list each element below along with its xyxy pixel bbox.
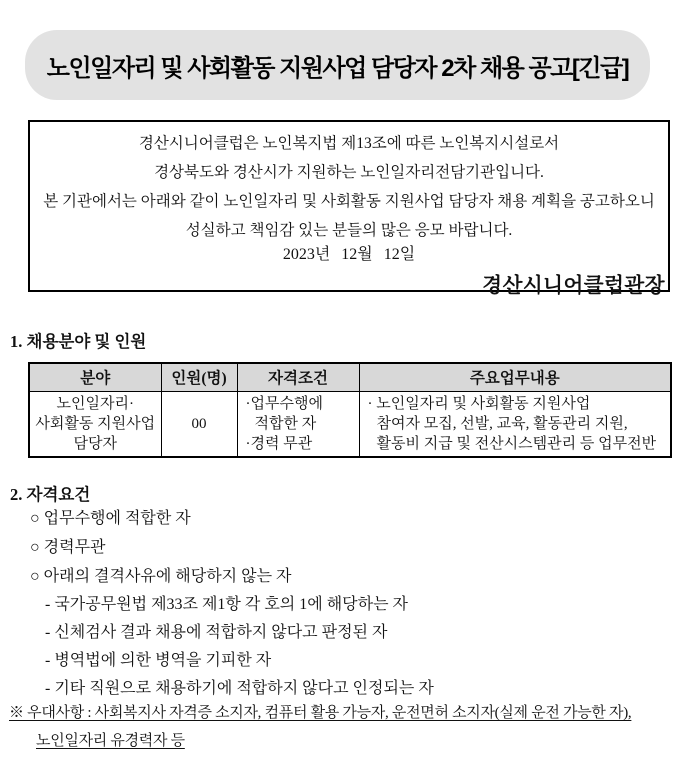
- section1-heading: 1. 채용분야 및 인원: [10, 332, 147, 351]
- disqualification-item: - 신체검사 결과 채용에 적합하지 않다고 판정된 자: [45, 624, 388, 641]
- intro-line: 성실하고 책임감 있는 분들의 많은 응모 바랍니다.: [185, 222, 513, 239]
- qualification-item: ○ 경력무관: [30, 539, 106, 556]
- table-row: [29, 391, 671, 457]
- preferential-note-line1: ※ 우대사항 : 사회복지사 자격증 소지자, 컴퓨터 활용 가능자, 운전면허 소지자(실제 운전 가능한 자),: [9, 705, 632, 721]
- table-header-row: [29, 363, 671, 391]
- preferential-note-line2: 노인일자리 유경력자 등: [36, 733, 185, 749]
- intro-line: 경상북도와 경산시가 지원하는 노인일자리전담기관입니다.: [154, 164, 544, 181]
- announcement-date: 2023년 12월 12일: [282, 246, 416, 263]
- intro-box: [28, 120, 670, 297]
- signer-title: 경산시니어클럽관장: [482, 275, 665, 297]
- cell-duties: · 노인일자리 및 사회활동 지원사업 참여자 모집, 선발, 교육, 활동관리 지원, 활동비 지급 및 전산시스템관리 등 업무전반: [359, 391, 671, 457]
- cell-count: 00: [161, 391, 237, 457]
- column-header-count: 인원(명): [161, 363, 237, 391]
- disqualification-item: - 기타 직원으로 채용하기에 적합하지 않다고 인정되는 자: [45, 680, 434, 697]
- cell-qualification: ·업무수행에 적합한 자 ·경력 무관: [237, 391, 359, 457]
- intro-line: 경산시니어클럽은 노인복지법 제13조에 따른 노인복지시설로서: [138, 135, 560, 152]
- column-header-duties: 주요업무내용: [359, 363, 671, 391]
- qualification-item: ○ 아래의 결격사유에 해당하지 않는 자: [30, 568, 292, 585]
- disqualification-item: - 병역법에 의한 병역을 기피한 자: [45, 652, 272, 669]
- intro-line: 본 기관에서는 아래와 같이 노인일자리 및 사회활동 지원사업 담당자 채용 계획을 공고하오니: [43, 193, 655, 210]
- page-title: 노인일자리 및 사회활동 지원사업 담당자 2차 채용 공고[긴급]: [46, 54, 629, 82]
- intro-paragraph: [30, 122, 668, 245]
- section2-heading: 2. 자격요건: [10, 485, 91, 504]
- qualification-item: ○ 업무수행에 적합한 자: [30, 510, 191, 527]
- disqualification-item: - 국가공무원법 제33조 제1항 각 호의 1에 해당하는 자: [45, 596, 408, 613]
- cell-field: 노인일자리· 사회활동 지원사업 담당자: [29, 391, 161, 457]
- column-header-qualification: 자격조건: [237, 363, 359, 391]
- column-header-field: 분야: [29, 363, 161, 391]
- recruitment-table: [28, 362, 672, 458]
- title-banner: [25, 30, 650, 100]
